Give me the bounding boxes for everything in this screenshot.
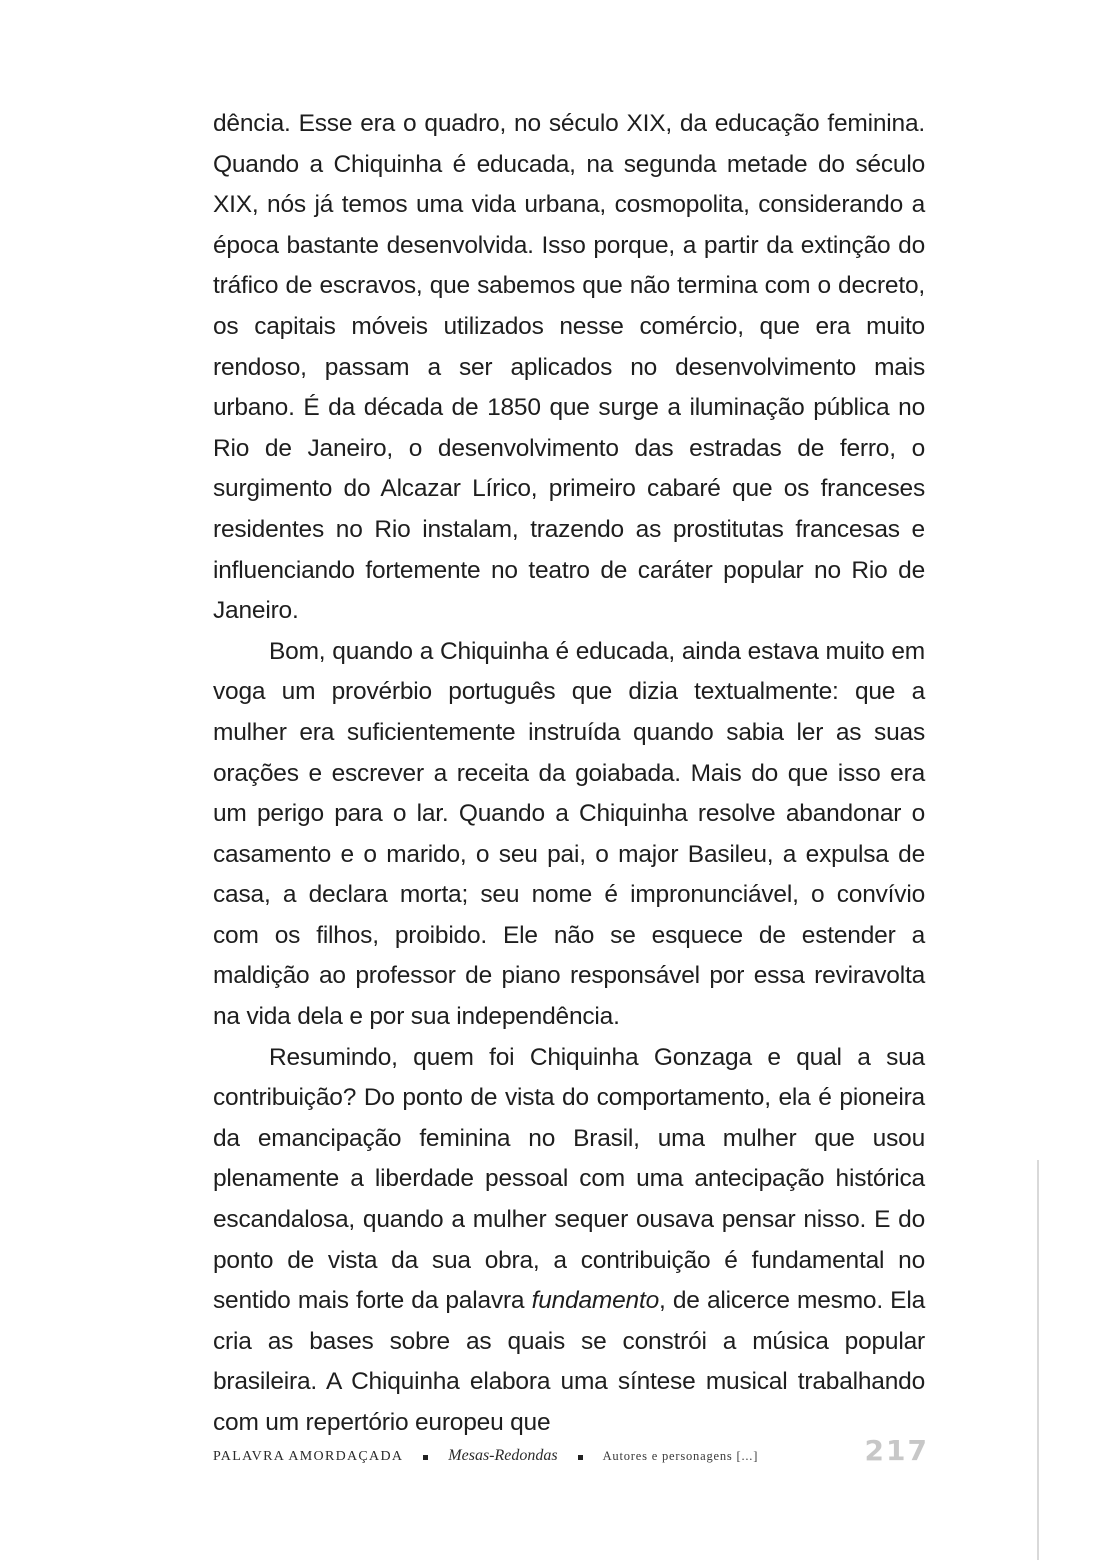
scan-edge-line — [1037, 1160, 1039, 1560]
body-text — [213, 104, 925, 1444]
book-title: PALAVRA AMORDAÇADA — [213, 1449, 404, 1464]
paragraph: Bom, quando a Chiquinha é educada, ainda estava muito em voga um provérbio português que dizia textualmente: que a mulher era suficientemente instruída quando sabia ler as suas orações e escrever a receita da goiabada. Mais do que isso era um perigo para o lar. Quando a Chiquinha resolve abandonar o casamento e o marido, o seu pai, o major Basileu, a expulsa de casa, a declara morta; seu nome é impronunciável, o convívio com os filhos, proibido. Ele não se esquece de estender a maldição ao professor de piano responsável por essa reviravolta na vida dela e por sua independência. — [213, 637, 925, 1031]
paragraph: dência. Esse era o quadro, no século XIX, da educação feminina. Quando a Chiquinha é educada, na segunda metade do século XIX, nós já temos uma vida urbana, cosmopolita, considerando a época bastante desenvolvida. Isso porque, a partir da extinção do tráfico de escravos, que sabemos que não termina com o decreto, os capitais móveis utilizados nesse comércio, que era muito rendoso, passam a ser aplicados no desenvolvimento mais urbano. É da década de 1850 que surge a iluminação pública no Rio de Janeiro, o desenvolvimento das estradas de ferro, o surgimento do Alcazar Lírico, primeiro cabaré que os franceses residentes no Rio instalam, trazendo as prostitutas francesas e influenciando fortemente no teatro de caráter popular no Rio de Janeiro. — [213, 110, 925, 625]
section-title: Mesas-Redondas — [448, 1447, 558, 1464]
chapter-title: Autores e personagens [...] — [602, 1449, 759, 1463]
bullet-separator-icon — [423, 1455, 428, 1460]
page-number: 217 — [864, 1434, 929, 1467]
paragraph — [213, 1038, 925, 1444]
emphasized-word: fundamento — [531, 1287, 659, 1315]
running-footer — [213, 1434, 929, 1474]
bullet-separator-icon — [578, 1455, 583, 1460]
paragraph-text: Resumindo, quem foi Chiquinha Gonzaga e qual a sua contribuição? Do ponto de vista do comportamento, ela é pioneira da emancipação feminina no Brasil, uma mulher que usou plenamente a liberdade pessoal com uma antecipação histórica escandalosa, quando a mulher sequer ousava pensar nisso. E do ponto de vista da sua obra, a contribuição é fundamental no sentido mais forte da palavra — [213, 1043, 925, 1315]
paragraph-text: , de alicerce mesmo. Ela cria as bases sobre as quais se constrói a música popular brasileira. A Chiquinha elabora uma síntese musical trabalhando com um repertório europeu que — [213, 1287, 925, 1436]
